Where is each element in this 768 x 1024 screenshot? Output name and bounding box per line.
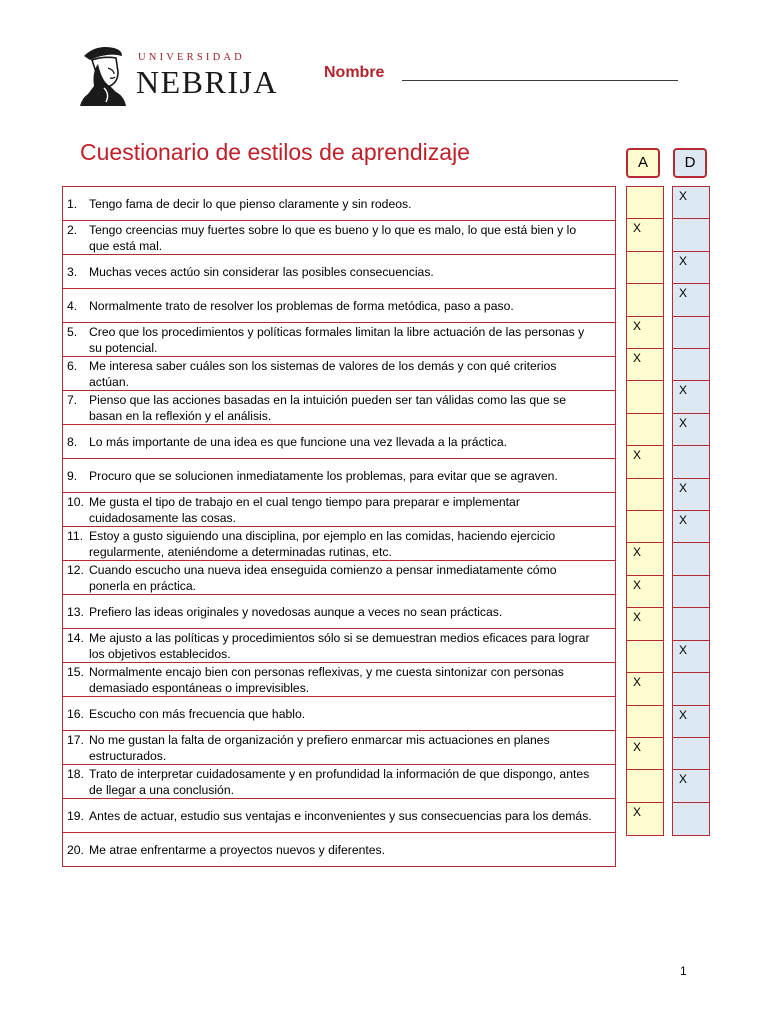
answer-cell-d[interactable]: [672, 218, 710, 252]
question-row: [63, 357, 616, 391]
question-text: No me gustan la falta de organización y prefiero enmarcar mis actuaciones en planes estructurados.: [89, 732, 550, 763]
answer-cell-a[interactable]: X: [626, 672, 664, 706]
question-row: [63, 799, 616, 833]
question-cell: [63, 391, 616, 425]
page-number: 1: [680, 964, 687, 978]
question-row: [63, 765, 616, 799]
answer-cell-a[interactable]: [626, 186, 664, 220]
answer-cell-a[interactable]: [626, 380, 664, 414]
question-row: [63, 493, 616, 527]
question-cell: [63, 697, 616, 731]
question-number: 9.: [67, 468, 78, 483]
question-text: Antes de actuar, estudio sus ventajas e inconvenientes y sus consecuencias para los demás.: [89, 808, 592, 823]
logo-name: NEBRIJA: [136, 64, 279, 100]
answer-cell-d[interactable]: X: [672, 510, 710, 544]
question-text: Creo que los procedimientos y políticas formales limitan la libre actuación de las personas y su potencial.: [89, 324, 585, 355]
question-row: [63, 527, 616, 561]
answer-cell-d[interactable]: [672, 445, 710, 479]
answer-cell-a[interactable]: [626, 283, 664, 317]
question-number: 1.: [67, 196, 78, 211]
question-number: 12.: [67, 562, 84, 577]
question-cell: [63, 323, 616, 357]
university-logo: [78, 42, 278, 106]
question-number: 16.: [67, 706, 84, 721]
answer-cell-d[interactable]: [672, 737, 710, 771]
answer-cell-a[interactable]: X: [626, 607, 664, 641]
answer-cell-a[interactable]: [626, 769, 664, 803]
question-row: [63, 731, 616, 765]
question-cell: [63, 663, 616, 697]
question-row: [63, 663, 616, 697]
question-number: 10.: [67, 494, 84, 509]
answer-column-d: [672, 186, 710, 836]
question-row: [63, 221, 616, 255]
question-cell: [63, 289, 616, 323]
nebrija-portrait-icon: [78, 42, 128, 106]
question-text: Procuro que se solucionen inmediatamente los problemas, para evitar que se agraven.: [89, 468, 558, 483]
answer-cell-a[interactable]: X: [626, 737, 664, 771]
question-number: 17.: [67, 732, 84, 747]
answer-cell-d[interactable]: [672, 672, 710, 706]
question-row: [63, 697, 616, 731]
question-number: 3.: [67, 264, 78, 279]
question-row: [63, 187, 616, 221]
question-number: 13.: [67, 604, 84, 619]
question-number: 19.: [67, 808, 84, 823]
answer-cell-d[interactable]: X: [672, 769, 710, 803]
question-text: Escucho con más frecuencia que hablo.: [89, 706, 306, 721]
question-text: Prefiero las ideas originales y novedosas aunque a veces no sean prácticas.: [89, 604, 503, 619]
question-cell: [63, 357, 616, 391]
question-cell: [63, 629, 616, 663]
question-text: Normalmente encajo bien con personas reflexivas, y me cuesta sintonizar con personas demasiado espontáneas o imprevisibles.: [89, 664, 564, 695]
answer-cell-a[interactable]: [626, 640, 664, 674]
page-title: Cuestionario de estilos de aprendizaje: [80, 139, 470, 165]
question-number: 15.: [67, 664, 84, 679]
answer-cell-d[interactable]: [672, 802, 710, 836]
answer-cell-a[interactable]: [626, 413, 664, 447]
question-number: 11.: [67, 528, 84, 543]
answer-cell-a[interactable]: X: [626, 348, 664, 382]
question-cell: [63, 187, 616, 221]
question-text: Lo más importante de una idea es que funcione una vez llevada a la práctica.: [89, 434, 508, 449]
question-text: Normalmente trato de resolver los problemas de forma metódica, paso a paso.: [89, 298, 514, 313]
question-row: [63, 595, 616, 629]
question-cell: [63, 221, 616, 255]
answer-cell-d[interactable]: [672, 348, 710, 382]
question-row: [63, 629, 616, 663]
question-row: [63, 561, 616, 595]
name-label: Nombre: [324, 64, 385, 81]
answer-cell-d[interactable]: X: [672, 283, 710, 317]
question-text: Estoy a gusto siguiendo una disciplina, por ejemplo en las comidas, haciendo ejercicio regularmente, ateniéndome a determinadas rutinas, etc.: [89, 528, 556, 559]
logo-subtitle: UNIVERSIDAD: [138, 52, 245, 63]
question-number: 7.: [67, 392, 78, 407]
question-cell: [63, 595, 616, 629]
question-row: [63, 323, 616, 357]
answer-cell-a[interactable]: X: [626, 575, 664, 609]
question-text: Trato de interpretar cuidadosamente y en profundidad la información de que dispongo, antes de llegar a una conclusión.: [89, 766, 590, 797]
answer-column-a: [626, 186, 664, 836]
question-text: Cuando escucho una nueva idea enseguida comienzo a pensar inmediatamente cómo ponerla en práctica.: [89, 562, 557, 593]
question-cell: [63, 765, 616, 799]
question-text: Muchas veces actúo sin considerar las posibles consecuencias.: [89, 264, 434, 279]
question-number: 4.: [67, 298, 78, 313]
answer-cell-a[interactable]: [626, 251, 664, 285]
question-row: [63, 255, 616, 289]
question-cell: [63, 425, 616, 459]
question-cell: [63, 493, 616, 527]
answer-cell-d[interactable]: X: [672, 640, 710, 674]
answer-cell-d[interactable]: [672, 607, 710, 641]
answer-cell-a[interactable]: X: [626, 802, 664, 836]
question-text: Me atrae enfrentarme a proyectos nuevos y diferentes.: [89, 842, 386, 857]
question-text: Me ajusto a las políticas y procedimientos sólo si se demuestran medios eficaces para lograr los objetivos establecidos.: [89, 630, 590, 661]
question-cell: [63, 799, 616, 833]
answer-cell-a[interactable]: X: [626, 316, 664, 350]
question-cell: [63, 459, 616, 493]
question-row: [63, 425, 616, 459]
column-header-d: D: [673, 148, 707, 178]
question-row: [63, 289, 616, 323]
question-number: 18.: [67, 766, 84, 781]
answer-cell-a[interactable]: X: [626, 542, 664, 576]
question-number: 8.: [67, 434, 78, 449]
question-text: Me gusta el tipo de trabajo en el cual tengo tiempo para preparar e implementar cuidadosamente las cosas.: [89, 494, 520, 525]
question-number: 14.: [67, 630, 84, 645]
question-number: 20.: [67, 842, 84, 857]
column-header-a: A: [626, 148, 660, 178]
answer-cell-d[interactable]: X: [672, 186, 710, 220]
question-text: Me interesa saber cuáles son los sistemas de valores de los demás y con qué criterios actúan.: [89, 358, 557, 389]
answer-cell-a[interactable]: X: [626, 218, 664, 252]
answer-cell-d[interactable]: X: [672, 478, 710, 512]
question-number: 6.: [67, 358, 78, 373]
question-row: [63, 833, 616, 867]
question-cell: [63, 527, 616, 561]
question-row: [63, 391, 616, 425]
question-text: Tengo creencias muy fuertes sobre lo que es bueno y lo que es malo, lo que está bien y lo que está mal.: [89, 222, 577, 253]
question-row: [63, 459, 616, 493]
question-cell: [63, 731, 616, 765]
answer-cell-d[interactable]: X: [672, 380, 710, 414]
answer-cell-d[interactable]: [672, 542, 710, 576]
question-number: 2.: [67, 222, 78, 237]
answer-cell-d[interactable]: X: [672, 705, 710, 739]
question-text: Tengo fama de decir lo que pienso claramente y sin rodeos.: [89, 196, 412, 211]
answer-cell-a[interactable]: X: [626, 445, 664, 479]
answer-cell-d[interactable]: [672, 575, 710, 609]
question-table: [62, 186, 616, 867]
answer-cell-d[interactable]: X: [672, 251, 710, 285]
question-cell: [63, 833, 616, 867]
name-input-line[interactable]: [402, 80, 678, 81]
question-number: 5.: [67, 324, 78, 339]
answer-cell-a[interactable]: [626, 478, 664, 512]
question-text: Pienso que las acciones basadas en la intuición pueden ser tan válidas como las que se basan en la reflexión y el análisis.: [89, 392, 566, 423]
answer-cell-a[interactable]: [626, 705, 664, 739]
question-cell: [63, 255, 616, 289]
answer-cell-d[interactable]: X: [672, 413, 710, 447]
answer-cell-d[interactable]: [672, 316, 710, 350]
answer-cell-a[interactable]: [626, 510, 664, 544]
question-cell: [63, 561, 616, 595]
